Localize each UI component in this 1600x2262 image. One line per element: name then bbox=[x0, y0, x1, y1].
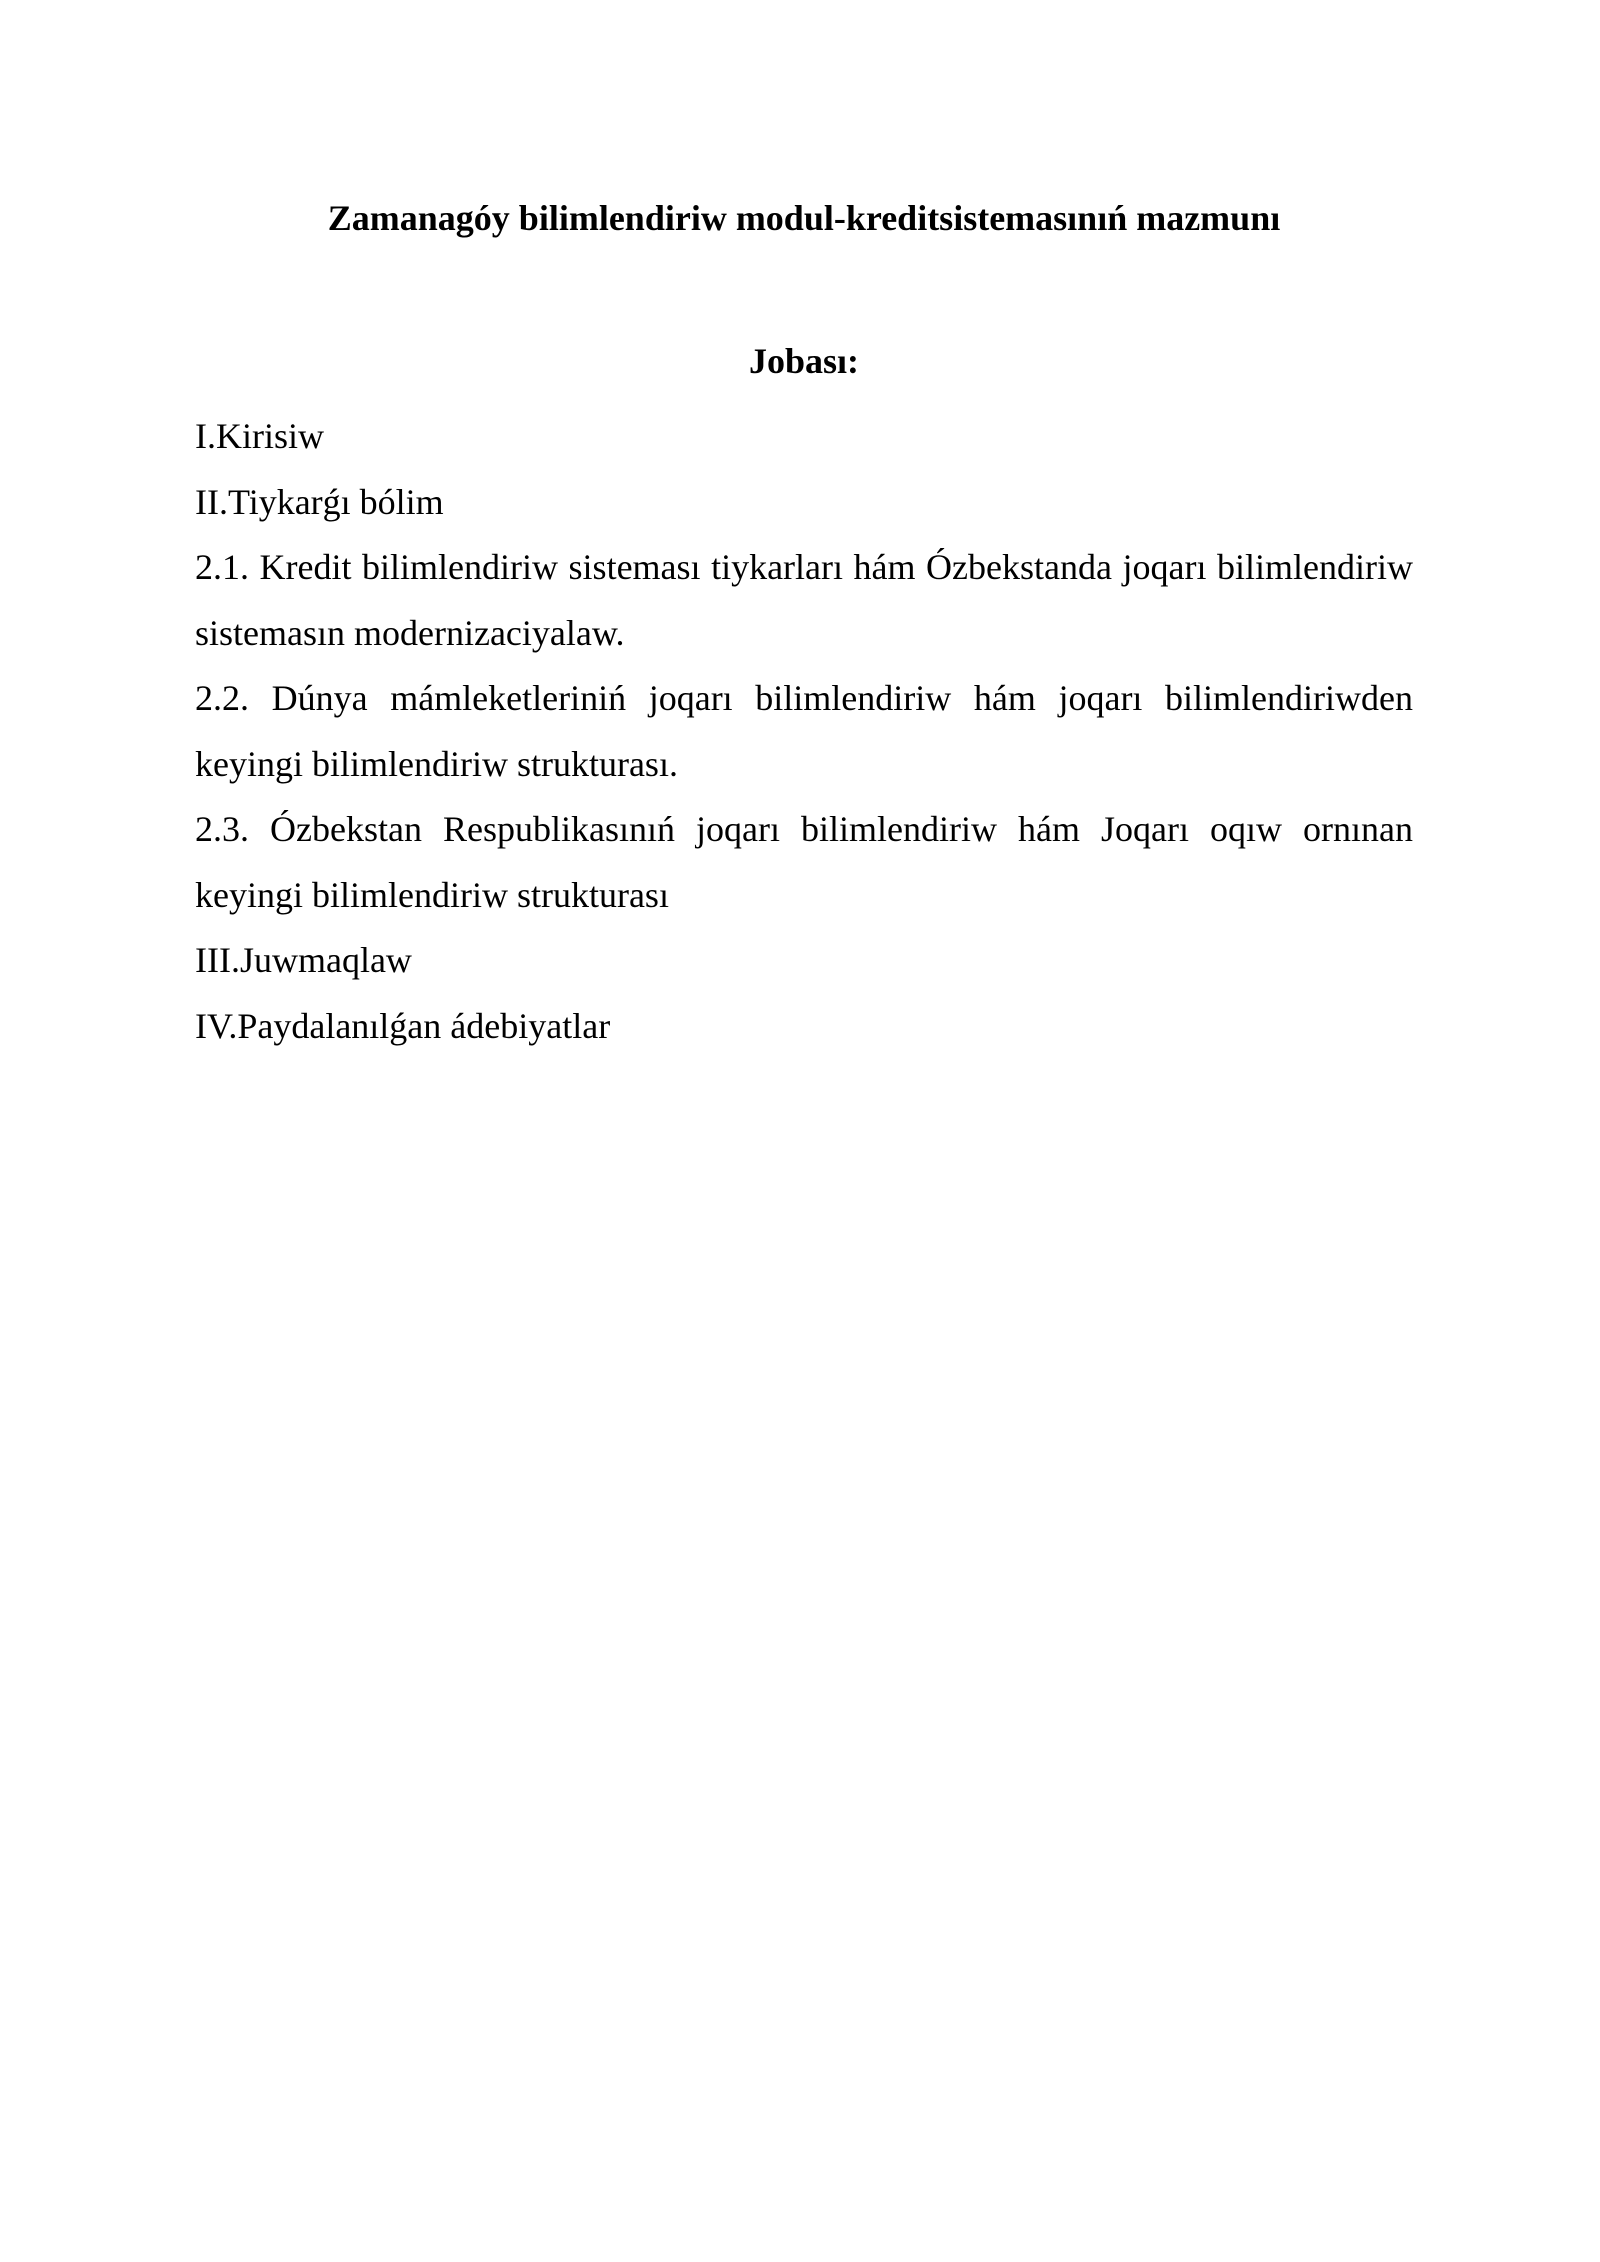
toc-item-references: IV.Paydalanılǵan ádebiyatlar bbox=[195, 1005, 611, 1046]
toc-heading: Jobası: bbox=[748, 341, 860, 381]
toc-item-2-3: 2.3. Ózbekstan Respublikasınıń joqarı bilimlendiriw hám Joqarı oqıw ornınan keyingi bilimlendiriw strukturası bbox=[195, 809, 1413, 915]
toc-item-2-1: 2.1. Kredit bilimlendiriw sisteması tiykarları hám Ózbekstanda joqarı bilimlendiriw sistemasın modernizaciyalaw. bbox=[195, 547, 1413, 653]
toc-item-conclusion: III.Juwmaqlaw bbox=[195, 940, 412, 980]
table-of-contents bbox=[195, 404, 1413, 1059]
toc-item-introduction: I.Kirisiw bbox=[195, 416, 324, 456]
document-title: Zamanagóy bilimlendiriw modul-kreditsistemasınıń mazmunı bbox=[327, 198, 1281, 238]
toc-item-main-part: II.Tiykarǵı bólim bbox=[195, 481, 444, 522]
toc-item-2-2: 2.2. Dúnya mámleketleriniń joqarı bilimlendiriw hám joqarı bilimlendiriwden keyingi bilimlendiriw strukturası. bbox=[195, 678, 1413, 784]
